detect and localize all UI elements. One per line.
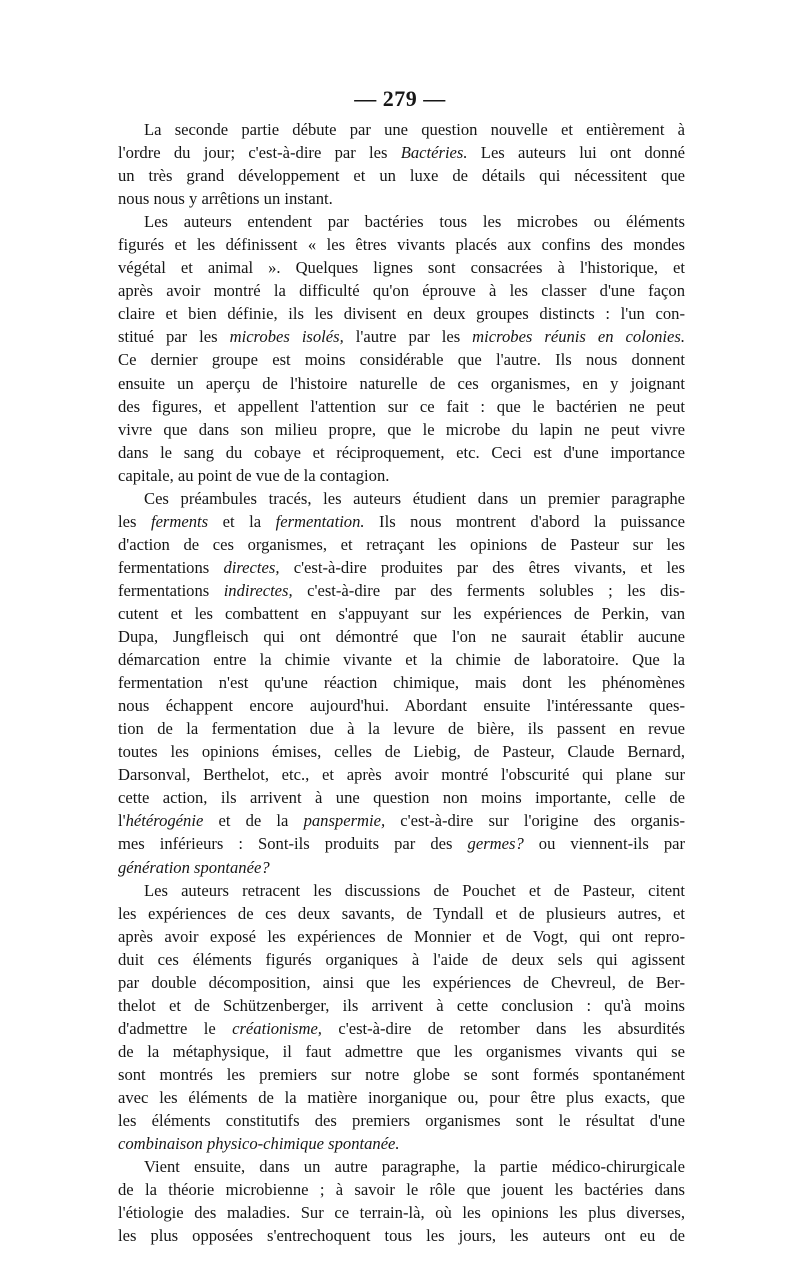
text-line: [118, 233, 685, 256]
line-text: par double décomposition, ainsi que les expériences de Chevreul, de Ber-: [118, 972, 685, 992]
text-line: [118, 187, 685, 210]
line-text: de la métaphysique, il faut admettre que les organismes vivants qui se: [118, 1041, 685, 1061]
italic-text: combinaison physico-chimique spontanée.: [118, 1134, 400, 1154]
line-text: avec les éléments de la matière inorganique ou, pour être plus exacts, que: [118, 1087, 685, 1107]
line-text: après avoir exposé les expériences de Monnier et de Vogt, qui ont repro-: [118, 926, 685, 946]
line-text: Vient ensuite, dans un autre paragraphe, la partie médico-chirurgicale: [144, 1157, 685, 1177]
line-text: fermentations: [118, 580, 224, 600]
text-line: [118, 118, 685, 141]
line-text: claire et bien définie, ils les divisent en deux groupes distincts : l'un con-: [118, 304, 685, 324]
line-text: fermentations: [118, 557, 224, 577]
text-line: [118, 763, 685, 786]
line-text: d'admettre le: [118, 1018, 233, 1038]
line-text: cette action, ils arrivent à une question non moins importante, celle de: [118, 788, 685, 808]
line-text: c'est-à-dire produites par des êtres vivants, et les: [279, 557, 685, 577]
body-text: [118, 118, 685, 1247]
line-text: ensuite un aperçu de l'histoire naturelle de ces organismes, en y joignant: [118, 373, 685, 393]
italic-text: ferments: [150, 511, 209, 531]
text-line: [118, 1132, 685, 1155]
text-line: [118, 879, 685, 902]
text-line: [118, 533, 685, 556]
line-text: Ces préambules tracés, les auteurs étudient dans un premier paragraphe: [144, 488, 685, 508]
italic-text: germes?: [467, 834, 524, 854]
text-line: [118, 1040, 685, 1063]
line-text: fermentation n'est qu'une réaction chimique, mais dont les phénomènes: [118, 673, 685, 693]
text-line: [118, 1109, 685, 1132]
text-line: [118, 925, 685, 948]
line-text: l': [118, 811, 126, 831]
italic-text: créationisme,: [232, 1018, 322, 1038]
text-line: [118, 902, 685, 925]
text-line: [118, 1086, 685, 1109]
text-line: [118, 1178, 685, 1201]
text-line: [118, 809, 685, 832]
line-text: nous nous y arrêtions un instant.: [118, 189, 333, 209]
text-line: [118, 441, 685, 464]
text-line: [118, 971, 685, 994]
text-line: [118, 395, 685, 418]
line-text: c'est-à-dire de retomber dans les absurdités: [321, 1018, 685, 1038]
text-line: [118, 648, 685, 671]
line-text: Les auteurs lui ont donné: [467, 143, 685, 163]
line-text: nous échappent encore aujourd'hui. Abordant ensuite l'intéressante ques-: [118, 696, 685, 716]
text-line: [118, 1201, 685, 1224]
line-text: et la: [208, 511, 276, 531]
line-text: c'est-à-dire sur l'origine des organis-: [385, 811, 685, 831]
text-line: [118, 786, 685, 809]
text-line: [118, 556, 685, 579]
text-line: [118, 256, 685, 279]
text-line: [118, 418, 685, 441]
line-text: de la théorie microbienne ; à savoir le rôle que jouent les bactéries dans: [118, 1180, 685, 1200]
line-text: mes inférieurs : Sont-ils produits par des: [118, 834, 468, 854]
line-text: sont montrés les premiers sur notre globe se sont formés spontanément: [118, 1064, 685, 1084]
italic-text: Bactéries.: [400, 143, 468, 163]
line-text: l'autre par les: [343, 327, 473, 347]
line-text: figurés et les définissent « les êtres vivants placés aux confins des mondes: [118, 235, 685, 255]
text-line: [118, 487, 685, 510]
line-text: c'est-à-dire par des ferments solubles ; les dis-: [292, 580, 685, 600]
line-text: l'ordre du jour; c'est-à-dire par les: [118, 143, 401, 163]
line-text: toutes les opinions émises, celles de Liebig, de Pasteur, Claude Bernard,: [118, 742, 685, 762]
text-line: [118, 1063, 685, 1086]
text-line: [118, 856, 685, 879]
line-text: cutent et les combattent en s'appuyant sur les expériences de Perkin, van: [118, 603, 685, 623]
line-text: tion de la fermentation due à la levure de bière, ils passent en revue: [118, 719, 685, 739]
italic-text: fermentation.: [275, 511, 365, 531]
text-line: [118, 325, 685, 348]
line-text: et de la: [203, 811, 304, 831]
italic-text: microbes isolés,: [229, 327, 344, 347]
text-line: [118, 602, 685, 625]
line-text: capitale, au point de vue de la contagion.: [118, 465, 390, 485]
italic-text: génération spontanée?: [118, 857, 270, 877]
text-line: [118, 832, 685, 855]
line-text: les expériences de ces deux savants, de Tyndall et de plusieurs autres, et: [118, 903, 685, 923]
text-line: [118, 948, 685, 971]
line-text: stitué par les: [118, 327, 230, 347]
line-text: végétal et animal ». Quelques lignes sont consacrées à l'historique, et: [118, 258, 685, 278]
text-line: [118, 302, 685, 325]
page-number: — 279 —: [354, 86, 446, 111]
line-text: des figures, et appellent l'attention sur ce fait : que le bactérien ne peut: [118, 396, 685, 416]
line-text: d'action de ces organismes, et retraçant les opinions de Pasteur sur les: [118, 534, 685, 554]
text-line: [118, 1224, 685, 1247]
text-line: [118, 1155, 685, 1178]
line-text: les: [118, 511, 151, 531]
line-text: les plus opposées s'entrechoquent tous les jours, les auteurs ont eu de: [118, 1226, 685, 1246]
text-line: [118, 1017, 685, 1040]
line-text: après avoir montré la difficulté qu'on éprouve à les classer d'une façon: [118, 281, 685, 301]
text-line: [118, 210, 685, 233]
text-line: [118, 994, 685, 1017]
text-line: [118, 141, 685, 164]
line-text: Les auteurs retracent les discussions de Pouchet et de Pasteur, citent: [144, 880, 685, 900]
text-line: [118, 348, 685, 371]
italic-text: hétérogénie: [125, 811, 204, 831]
line-text: Ce dernier groupe est moins considérable que l'autre. Ils nous donnent: [118, 350, 685, 370]
line-text: ou viennent-ils par: [523, 834, 686, 854]
text-line: [118, 717, 685, 740]
line-text: l'étiologie des maladies. Sur ce terrain-là, où les opinions les plus diverses,: [118, 1203, 685, 1223]
line-text: thelot et de Schützenberger, ils arrivent à cette conclusion : qu'à moins: [118, 995, 685, 1015]
line-text: démarcation entre la chimie vivante et la chimie de laboratoire. Que la: [118, 650, 685, 670]
text-line: [118, 625, 685, 648]
text-line: [118, 671, 685, 694]
text-line: [118, 279, 685, 302]
line-text: un très grand développement et un luxe de détails qui nécessitent que: [118, 166, 685, 186]
line-text: Darsonval, Berthelot, etc., et après avoir montré l'obscurité qui plane sur: [118, 765, 685, 785]
italic-text: directes,: [223, 557, 280, 577]
line-text: Ils nous montrent d'abord la puissance: [364, 511, 685, 531]
text-line: [118, 372, 685, 395]
text-line: [118, 510, 685, 533]
italic-text: microbes réunis en colonies.: [472, 327, 685, 347]
text-line: [118, 740, 685, 763]
line-text: duit ces éléments figurés organiques à l'aide de deux sels qui agissent: [118, 949, 685, 969]
text-line: [118, 464, 685, 487]
text-line: [118, 694, 685, 717]
text-line: [118, 164, 685, 187]
text-line: [118, 579, 685, 602]
line-text: les éléments constitutifs des premiers organismes sont le résultat d'une: [118, 1111, 685, 1131]
italic-text: indirectes,: [223, 580, 293, 600]
italic-text: panspermie,: [303, 811, 386, 831]
line-text: Les auteurs entendent par bactéries tous les microbes ou éléments: [144, 212, 685, 232]
line-text: Dupa, Jungfleisch qui ont démontré que l'on ne saurait établir aucune: [118, 627, 685, 647]
line-text: dans le sang du cobaye et réciproquement, etc. Ceci est d'une importance: [118, 442, 685, 462]
line-text: vivre que dans son milieu propre, que le microbe du lapin ne peut vivre: [118, 419, 685, 439]
line-text: La seconde partie débute par une question nouvelle et entièrement à: [144, 120, 685, 139]
